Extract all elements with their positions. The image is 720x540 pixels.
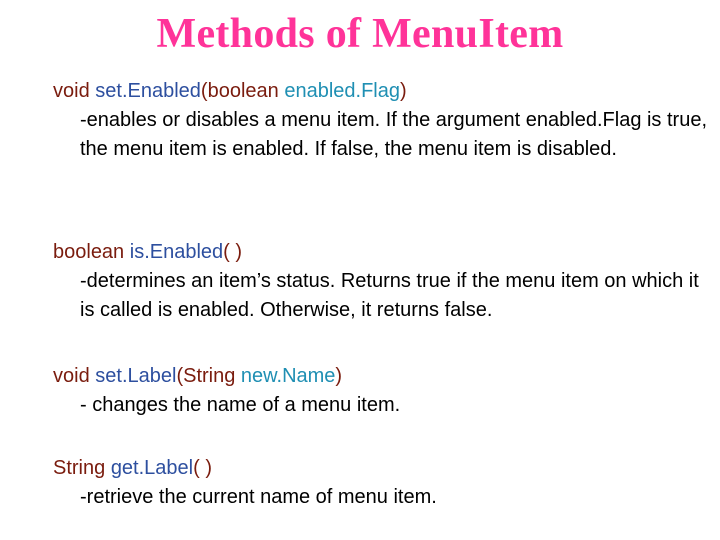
param-name: new.Name [240,365,336,387]
method-signature [53,238,713,267]
method-signature [53,362,713,391]
method-signature [53,454,713,483]
method-name: get.Label [110,457,194,479]
return-type: void [53,80,90,102]
method-description: - changes the name of a menu item. [80,394,401,416]
method-set-label [53,362,713,420]
open-paren: ( [200,80,208,102]
method-description: -retrieve the current name of menu item. [80,486,437,508]
method-name: set.Label [95,365,177,387]
method-description: -determines an item’s status. Returns true if the menu item on which it is called is enabled. Otherwise, it returns false. [80,270,699,321]
method-signature [53,77,713,106]
method-description: -enables or disables a menu item. If the argument enabled.Flag is true, the menu item is enabled. If false, the menu item is disabled. [80,109,708,160]
return-type: boolean [53,241,125,263]
param-name: enabled.Flag [284,80,400,102]
open-paren: ( [176,365,184,387]
method-get-label [53,454,713,512]
close-paren: ) [335,365,343,387]
return-type: String [53,457,106,479]
method-is-enabled [53,238,713,325]
parens: ( ) [193,457,212,479]
param-type: String [183,365,236,387]
parens: ( ) [223,241,243,263]
param-type: boolean [207,80,279,102]
return-type: void [53,365,90,387]
close-paren: ) [399,80,407,102]
method-set-enabled [53,77,713,164]
page-title: Methods of MenuItem [156,11,564,57]
method-name: is.Enabled [129,241,224,263]
method-name: set.Enabled [95,80,201,102]
